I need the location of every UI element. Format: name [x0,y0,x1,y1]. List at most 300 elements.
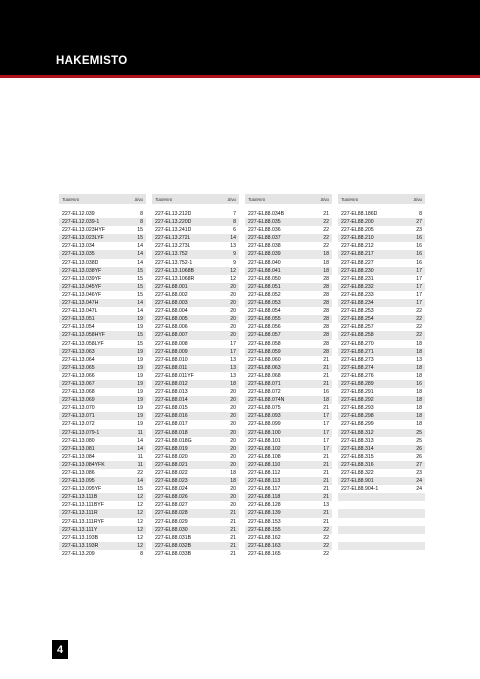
table-row [152,331,239,339]
page-ref: 9 [233,251,236,258]
page-ref: 18 [230,470,236,476]
page-ref: 12 [137,542,143,549]
page-ref: 28 [323,348,329,355]
table-row [59,364,146,372]
table-row [59,404,146,412]
page-ref: 15 [137,275,143,282]
page-ref: 22 [323,235,329,242]
column-header [245,194,332,204]
table-row [59,226,146,234]
page-ref: 28 [323,283,329,290]
product-code: 227-EL13.220D [155,219,192,226]
table-row [245,509,332,517]
page-ref: 20 [230,445,236,452]
product-code: 227-EL88.313 [341,437,374,444]
product-code: 227-EL13.070 [62,405,95,412]
page-ref: 12 [137,494,143,501]
column-header-code-label: Tuotenro [341,196,359,202]
table-row [152,364,239,372]
product-code: 227-EL88.292 [341,397,374,404]
page-ref: 13 [323,502,329,509]
page-ref: 14 [137,445,143,452]
product-code: 227-EL88.035 [248,219,281,226]
page-ref: 20 [230,453,236,460]
table-row [245,485,332,493]
product-code: 227-EL88.037 [248,235,281,242]
product-code: 227-EL88.055 [248,316,281,323]
page-ref: 8 [140,211,143,217]
product-code: 227-EL88.031B [155,534,192,541]
product-code: 227-EL88.293 [341,405,374,412]
table-row [152,226,239,234]
product-code: 227-EL88.273 [341,356,374,363]
page-ref: 22 [323,542,329,549]
product-code: 227-EL88.118 [248,494,281,501]
product-code: 227-EL88.253 [341,308,374,315]
page-ref: 11 [137,461,143,468]
table-row [59,380,146,388]
product-code: 227-EL13.079-1 [62,429,100,436]
product-code: 227-EL88.026 [155,494,188,501]
table-row [152,509,239,517]
page-ref: 21 [323,494,329,501]
product-code: 227-EL88.205 [341,227,374,234]
page-ref: 9 [233,259,236,266]
product-code: 227-EL88.072 [248,389,281,396]
product-code: 227-EL88.099 [248,421,281,428]
page-ref: 20 [230,494,236,501]
page-ref: 21 [323,453,329,460]
product-code: 227-EL13.065 [62,364,95,371]
page-ref: 14 [137,259,143,266]
product-code: 227-EL88.018 [155,429,188,436]
column-header-page-label: Sivu [227,196,236,202]
page-ref: 28 [323,340,329,347]
table-row [338,396,425,404]
page-ref: 16 [416,235,422,242]
table-row [245,283,332,291]
page-ref: 16 [416,251,422,258]
table-row [245,526,332,534]
table-row [338,331,425,339]
product-code: 227-EL13.045YF [62,283,102,290]
table-row [152,372,239,380]
page-ref: 22 [323,526,329,533]
product-code: 227-EL88.050 [248,275,281,282]
table-row [152,396,239,404]
page-ref: 21 [323,405,329,412]
table-row [245,461,332,469]
product-code: 227-EL88.231 [341,275,374,282]
product-code: 227-EL88.101 [248,437,281,444]
page-ref: 17 [230,340,236,347]
page-header [0,0,480,78]
table-row [152,307,239,315]
page-ref: 18 [416,389,422,396]
table-row [152,404,239,412]
table-row [338,250,425,258]
page-ref: 21 [323,478,329,485]
page-ref: 14 [137,251,143,258]
page-ref: 18 [323,267,329,274]
product-code: 227-EL88.232 [341,283,374,290]
page-ref: 15 [137,267,143,274]
table-row [59,461,146,469]
page-ref: 18 [416,397,422,404]
page-ref: 15 [137,235,143,242]
page-ref: 21 [230,518,236,525]
table-row [245,340,332,348]
table-row [245,420,332,428]
product-code: 227-EL13.058LYF [62,340,104,347]
product-code: 227-EL88.013 [155,389,188,396]
table-row [338,518,425,526]
table-row [338,210,425,218]
table-row [245,356,332,364]
table-row [245,453,332,461]
table-row [245,477,332,485]
page-ref: 20 [230,437,236,444]
table-row [245,218,332,226]
table-row [245,267,332,275]
page-ref: 19 [137,397,143,404]
product-code: 227-EL88.033B [155,550,192,557]
page-ref: 24 [416,478,422,485]
product-code: 227-EL13.209 [62,550,95,557]
table-row [59,485,146,493]
page-ref: 15 [137,332,143,339]
table-row [152,461,239,469]
page-ref: 27 [416,461,422,468]
table-row [152,518,239,526]
product-code: 227-EL88.014 [155,397,188,404]
page-ref: 19 [137,364,143,371]
page-ref: 20 [230,300,236,307]
page-ref: 12 [137,534,143,541]
table-row [152,275,239,283]
product-code: 227-EL88.024 [155,486,188,493]
product-code: 227-EL13.047H [62,300,99,307]
product-code: 227-EL13.023HYF [62,227,105,234]
page-ref: 28 [323,316,329,323]
product-code: 227-EL13.072 [62,421,95,428]
table-row [338,291,425,299]
page-ref: 16 [416,243,422,250]
page-ref: 17 [416,283,422,290]
table-row [59,437,146,445]
table-row [338,275,425,283]
product-code: 227-EL88.100 [248,429,281,436]
product-code: 227-EL88.200 [341,219,374,226]
product-code: 227-EL13.193R [62,542,99,549]
header-red-stripe [0,75,480,78]
table-row [152,299,239,307]
product-code: 227-EL88.230 [341,267,374,274]
page-ref: 6 [233,227,236,234]
product-code: 227-EL88.291 [341,389,374,396]
table-row [245,315,332,323]
page-ref: 22 [416,308,422,315]
table-row [152,259,239,267]
table-row [245,380,332,388]
table-row [338,340,425,348]
table-row [338,509,425,517]
table-row [338,364,425,372]
product-code: 227-EL88.128 [248,502,281,509]
product-code: 227-EL88.117 [248,486,281,493]
table-row [338,477,425,485]
page-ref: 26 [416,453,422,460]
product-code: 227-EL88.298 [341,413,374,420]
page-ref: 18 [416,405,422,412]
table-row [338,485,425,493]
column-header-code-label: Tuotenro [155,196,173,202]
table-row [59,420,146,428]
page-ref: 17 [323,421,329,428]
product-code: 227-EL88.023 [155,478,188,485]
product-code: 227-EL88.322 [341,470,374,476]
page-ref: 20 [230,324,236,331]
table-row [152,445,239,453]
index-column [152,194,239,558]
product-code: 227-EL13.084 [62,453,95,460]
product-code: 227-EL12.039-1 [62,219,100,226]
table-row [338,372,425,380]
product-code: 227-EL13.063 [62,348,95,355]
page-ref: 20 [230,405,236,412]
page-ref: 20 [230,332,236,339]
table-row [59,340,146,348]
table-row [338,550,425,558]
table-row [152,420,239,428]
table-row [338,242,425,250]
product-code: 227-EL88.271 [341,348,374,355]
page-ref: 17 [230,348,236,355]
product-code: 227-EL88.289 [341,380,374,387]
product-code: 227-EL88.217 [341,251,374,258]
table-row [245,404,332,412]
product-code: 227-EL88.257 [341,324,374,331]
product-code: 227-EL13.046YF [62,291,102,298]
table-row [338,348,425,356]
product-code: 227-EL88.006 [155,324,188,331]
page-ref: 14 [137,308,143,315]
table-row [59,534,146,542]
page-ref: 12 [137,518,143,525]
page-ref: 17 [323,445,329,452]
table-row [59,356,146,364]
table-row [152,453,239,461]
table-row [245,372,332,380]
product-code: 227-EL13.1068R [155,275,195,282]
table-row [152,356,239,364]
column-header [59,194,146,204]
product-code: 227-EL88.001 [155,283,188,290]
page-ref: 17 [416,267,422,274]
product-code: 227-EL13.071 [62,413,95,420]
page-ref: 20 [230,389,236,396]
product-code: 227-EL13.035 [62,251,95,258]
page-ref: 18 [416,340,422,347]
page-ref: 17 [323,437,329,444]
table-row [59,396,146,404]
page-ref: 13 [230,372,236,379]
page-ref: 21 [230,542,236,549]
product-code: 227-EL13.086 [62,470,95,476]
product-code: 227-EL13.064 [62,356,95,363]
product-code: 227-EL88.002 [155,291,188,298]
page-ref: 20 [230,291,236,298]
product-code: 227-EL13.111R [62,510,98,517]
page-ref: 15 [137,283,143,290]
table-row [245,534,332,542]
page-ref: 16 [416,380,422,387]
page-ref: 21 [230,526,236,533]
table-row [338,259,425,267]
table-row [245,396,332,404]
page-ref: 19 [137,348,143,355]
column-header [338,194,425,204]
product-code: 227-EL88.139 [248,510,281,517]
table-row [152,550,239,558]
page-ref: 8 [140,550,143,557]
table-row [59,323,146,331]
product-code: 227-EL88.314 [341,445,374,452]
table-row [59,348,146,356]
table-row [59,469,146,477]
product-code: 227-EL88.186D [341,211,378,217]
table-row [152,283,239,291]
page-ref: 18 [230,478,236,485]
column-header-page-label: Sivu [320,196,329,202]
table-row [338,501,425,509]
table-row [245,259,332,267]
page-ref: 21 [323,470,329,476]
product-code: 227-EL88.270 [341,340,374,347]
table-row [59,445,146,453]
page-ref: 20 [230,413,236,420]
table-row [338,542,425,550]
table-row [338,356,425,364]
product-code: 227-EL88.233 [341,291,374,298]
page-ref: 19 [137,324,143,331]
page-ref: 19 [137,316,143,323]
index-column [338,194,425,558]
page-ref: 21 [230,510,236,517]
page-ref: 18 [323,251,329,258]
page-ref: 24 [416,486,422,493]
table-row [245,518,332,526]
product-code: 227-EL13.193B [62,534,99,541]
table-row [59,372,146,380]
product-code: 227-EL13.038D [62,259,99,266]
product-code: 227-EL88.074N [248,397,285,404]
page-ref: 22 [137,470,143,476]
page-ref: 13 [416,356,422,363]
page-ref: 18 [416,421,422,428]
product-code: 227-EL88.016 [155,413,188,420]
page-ref: 13 [230,243,236,250]
product-code: 227-EL88.155 [248,526,281,533]
table-row [245,307,332,315]
table-row [338,234,425,242]
page-ref: 21 [323,211,329,217]
page-title: HAKEMISTO [56,55,128,67]
page-ref: 11 [137,453,143,460]
product-code: 227-EL88.276 [341,372,374,379]
product-code: 227-EL88.030 [155,526,188,533]
product-code: 227-EL13.069 [62,397,95,404]
table-row [245,323,332,331]
product-code: 227-EL88.316 [341,461,374,468]
product-code: 227-EL13.212D [155,211,192,217]
table-row [152,429,239,437]
product-code: 227-EL88.057 [248,332,281,339]
table-row [245,493,332,501]
page-ref: 28 [323,300,329,307]
page-ref: 17 [323,429,329,436]
product-code: 227-EL13.241D [155,227,192,234]
product-code: 227-EL88.039 [248,251,281,258]
table-row [245,469,332,477]
page-ref: 17 [323,413,329,420]
product-code: 227-EL13.080 [62,437,95,444]
page-ref: 21 [323,364,329,371]
product-code: 227-EL88.059 [248,348,281,355]
table-row [338,283,425,291]
product-code: 227-EL13.095 [62,478,95,485]
table-row [338,429,425,437]
table-row [338,469,425,477]
table-row [245,388,332,396]
page-ref: 7 [233,211,236,217]
page-ref: 22 [323,227,329,234]
page-ref: 19 [137,372,143,379]
table-row [152,340,239,348]
product-code: 227-EL13.051 [62,316,95,323]
product-code: 227-EL88.052 [248,291,281,298]
table-row [338,380,425,388]
product-code: 227-EL88.012 [155,380,188,387]
table-row [59,331,146,339]
table-row [152,291,239,299]
index-column [245,194,332,558]
product-code: 227-EL88.093 [248,413,281,420]
page-ref: 18 [416,364,422,371]
table-row [152,493,239,501]
page-number: 4 [52,640,68,659]
page-ref: 20 [230,486,236,493]
product-code: 227-EL88.020 [155,453,188,460]
table-row [338,526,425,534]
column-header-code-label: Tuotenro [248,196,266,202]
product-code: 227-EL88.068 [248,372,281,379]
table-row [152,534,239,542]
table-row [152,477,239,485]
product-code: 227-EL13.054 [62,324,95,331]
page-ref: 19 [137,380,143,387]
table-row [59,542,146,550]
product-code: 227-EL13.068 [62,389,95,396]
page-ref: 15 [137,291,143,298]
page-ref: 14 [137,300,143,307]
table-row [59,550,146,558]
page-ref: 22 [416,324,422,331]
page-ref: 20 [230,397,236,404]
product-code: 227-EL88.003 [155,300,188,307]
column-header-page-label: Sivu [413,196,422,202]
page-ref: 20 [230,461,236,468]
